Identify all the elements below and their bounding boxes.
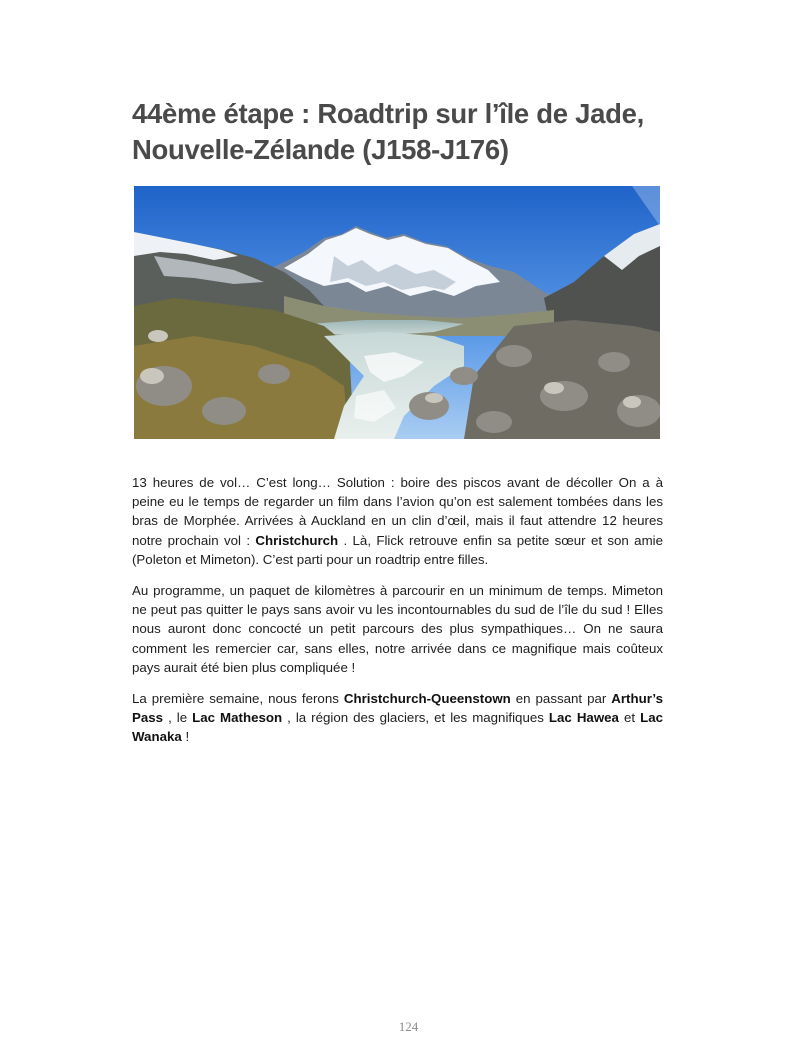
- bold-place-name: Christchurch-Queenstown: [343, 691, 511, 707]
- bold-place-name: Arthur’s Pass: [132, 691, 663, 726]
- text-run: en passant par: [510, 691, 612, 707]
- title-line-1: 44ème étape : Roadtrip sur l’île de Jade,: [132, 98, 644, 129]
- text-run: , la région des glaciers, et les magnifiques: [282, 710, 549, 726]
- paragraph-3: [132, 689, 663, 747]
- text-run: !: [181, 729, 190, 745]
- paragraph-2: [132, 581, 663, 677]
- title-line-2: Nouvelle-Zélande (J158-J176): [132, 134, 509, 165]
- page-title: [132, 96, 692, 168]
- bold-place-name: Lac Hawea: [548, 710, 619, 726]
- page-number: 124: [398, 1019, 419, 1034]
- text-run: . Là, Flick retrouve enfin sa petite sœur et son amie (Poleton et Mimeton). C’est parti pour un roadtrip entre filles.: [132, 532, 663, 567]
- text-run: La première semaine, nous ferons: [132, 691, 344, 707]
- paragraph-1: [132, 473, 663, 569]
- article-body: [132, 473, 663, 759]
- text-run: 13 heures de vol… C’est long… Solution : boire des piscos avant de décoller On a à peine eu le temps de regarder un film dans l’avion qu’on est salement tombées dans les bras de Morphée. Arrivées à Auckland en un clin d’œil, mais il faut attendre 12 heures notre prochain vol :: [132, 475, 663, 548]
- text-run: et: [618, 710, 641, 726]
- bold-place-name: Lac Matheson: [192, 710, 283, 726]
- mountain-landscape-photo: [134, 186, 660, 439]
- bold-place-name: Christchurch: [255, 532, 339, 548]
- text-run: Au programme, un paquet de kilomètres à parcourir en un minimum de temps. Mimeton ne peut pas quitter le pays sans avoir vu les incontournables du sud de l’île du sud ! Elles nous auront donc concocté un petit parcours des plus sympathiques… On ne saura comment les remercier car, sans elles, notre arrivée dans ce magnifique mais coûteux pays aurait été bien plus compliquée !: [132, 583, 663, 675]
- bold-place-name: Lac Wanaka: [132, 710, 663, 745]
- text-run: , le: [163, 710, 193, 726]
